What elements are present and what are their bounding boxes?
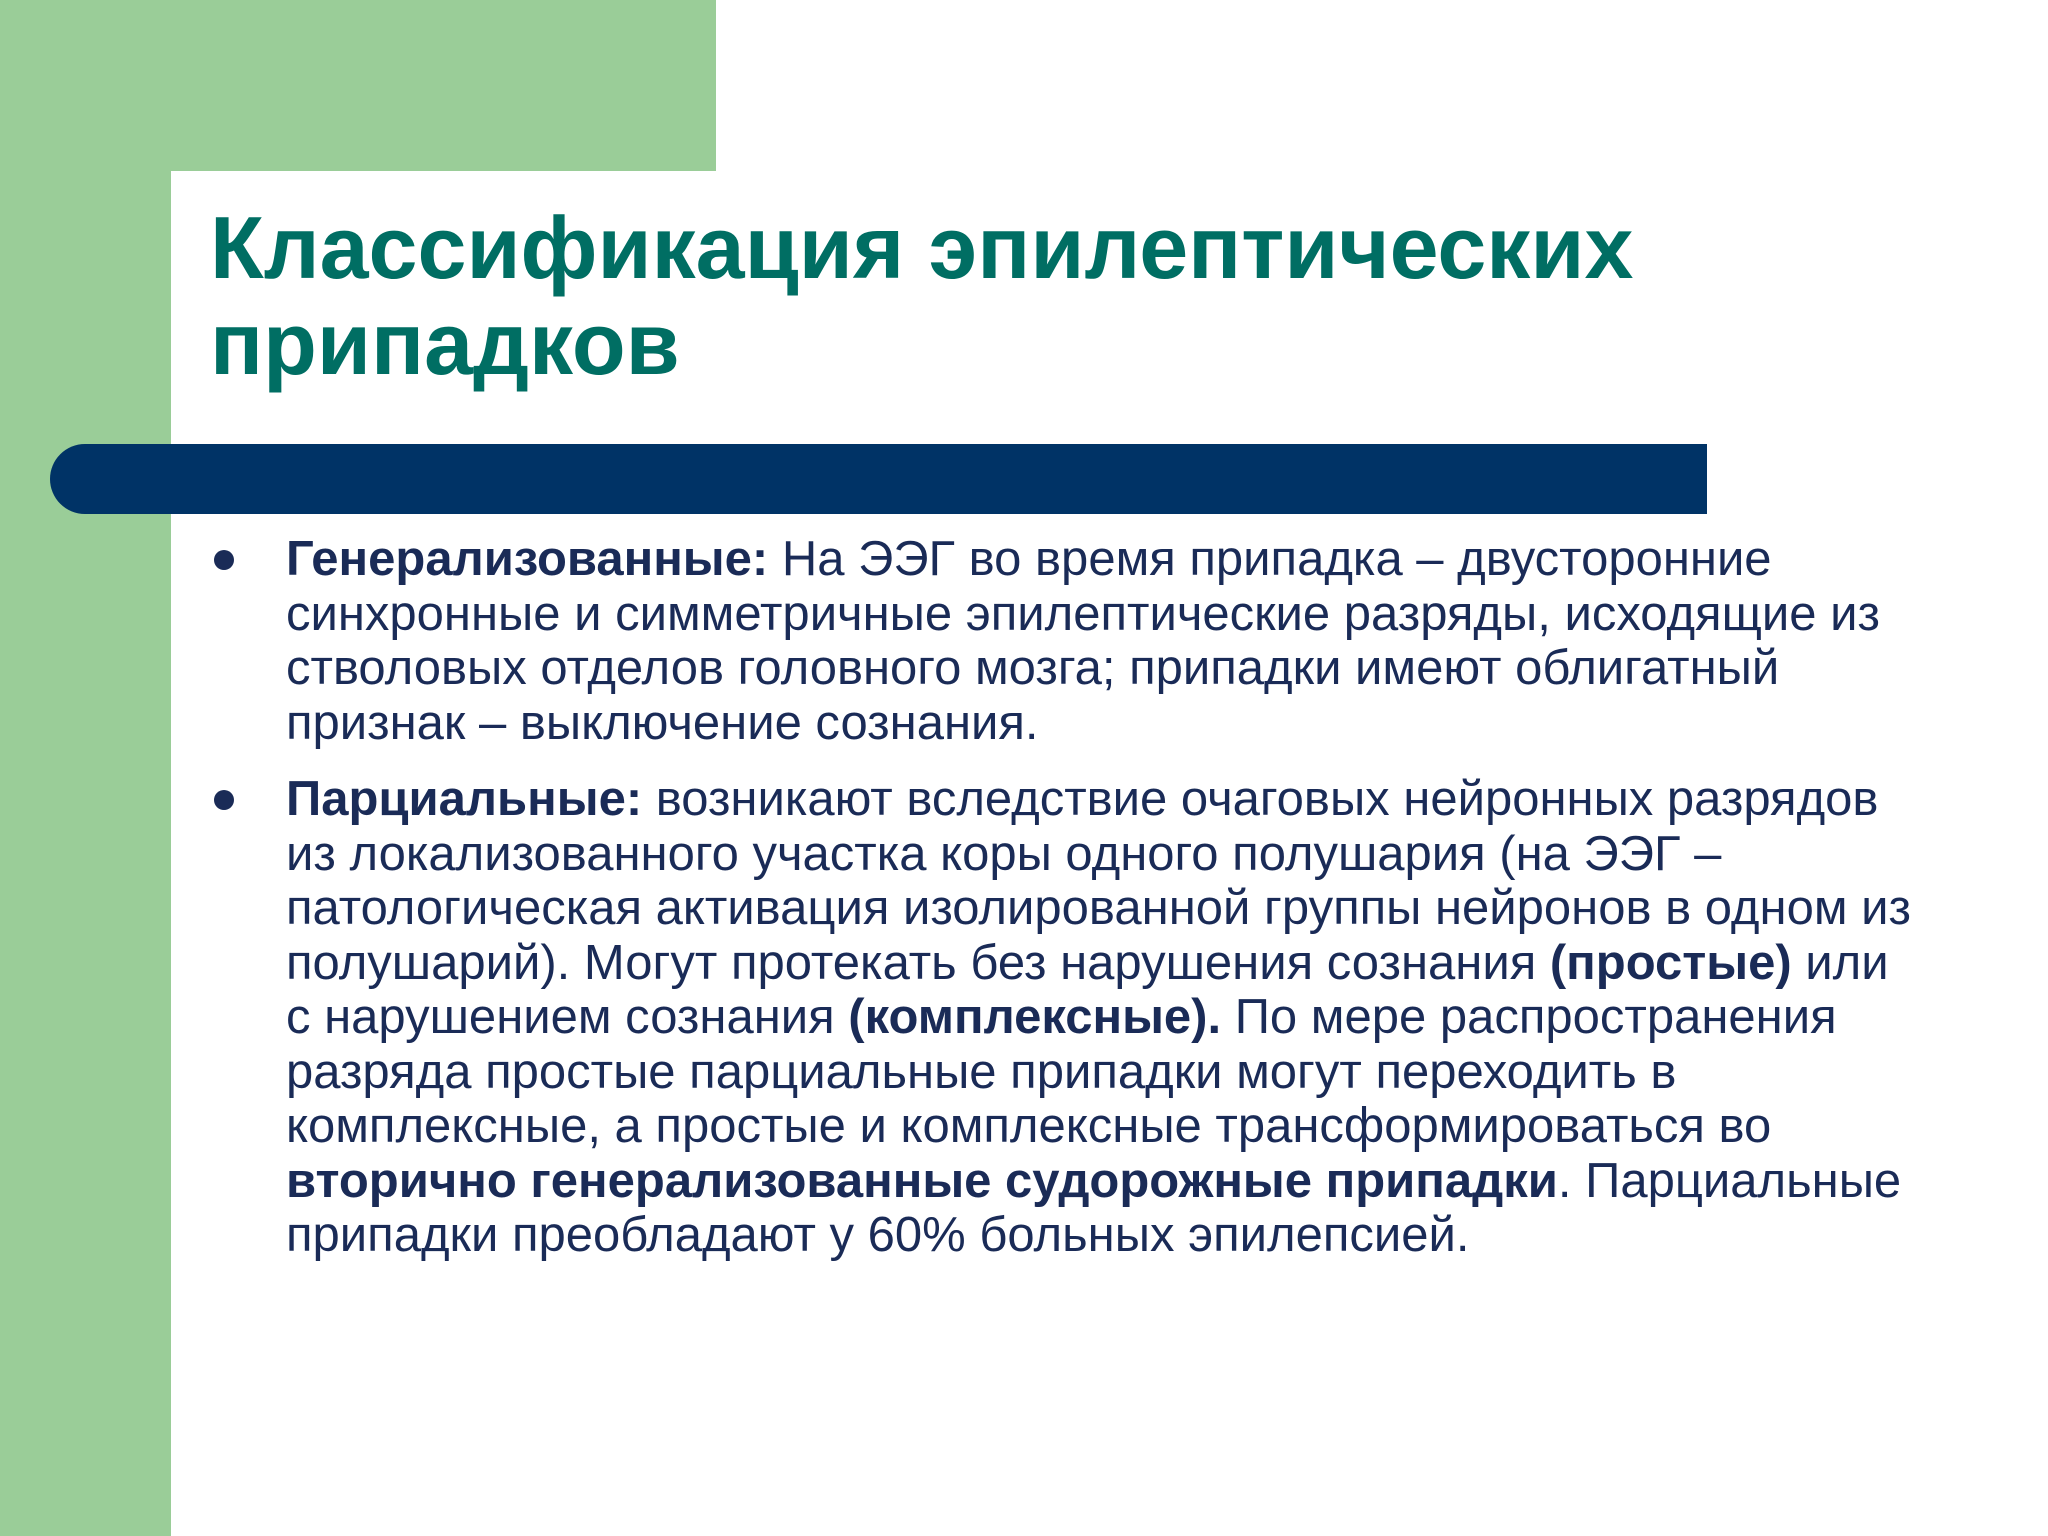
title-divider-bar	[50, 444, 1707, 514]
bullet-text: На ЭЭГ во время припадка – двусторонние синхронные и симметричные эпилептические разряды, исходящие из стволовых отделов головного мозга; припадки имеют облигатный признак – выключение сознания.	[286, 532, 1880, 750]
bullet-text: возникают вследствие очаговых нейронных разрядов из локализованного участка коры одного полушария (на ЭЭГ – патологическая активация изолированной группы нейронов в одном из полушарий). Могут протекать без нарушения сознания	[286, 772, 1911, 990]
bullet-generalized	[200, 532, 1920, 750]
bullet-partial	[200, 772, 1920, 1263]
slide-title-line-2: припадков	[210, 294, 680, 393]
bullet-term: Генерализованные:	[286, 532, 769, 586]
bullet-term: Парциальные:	[286, 772, 643, 826]
bullet-emphasis: (простые)	[1549, 935, 1792, 990]
green-decorative-block	[0, 0, 716, 171]
green-decorative-column	[0, 0, 171, 1536]
bullet-emphasis: вторично генерализованные судорожные припадки	[286, 1153, 1558, 1208]
bullet-emphasis: (комплексные).	[848, 990, 1222, 1044]
bullet-text: . Парциальные припадки преобладают у 60% больных эпилепсией.	[286, 1153, 1902, 1262]
bullet-text: или с нарушением сознания	[286, 935, 1889, 1044]
bullet-list	[200, 532, 1920, 1285]
bullet-text: По мере распространения разряда простые парциальные припадки могут переходить в комплексные, а простые и комплексные трансформироваться во	[286, 990, 1837, 1153]
slide-title	[210, 200, 1910, 392]
bullet-dot-icon	[214, 790, 234, 810]
slide-title-line-1: Классификация эпилептических	[210, 198, 1634, 297]
bullet-dot-icon	[214, 550, 234, 570]
